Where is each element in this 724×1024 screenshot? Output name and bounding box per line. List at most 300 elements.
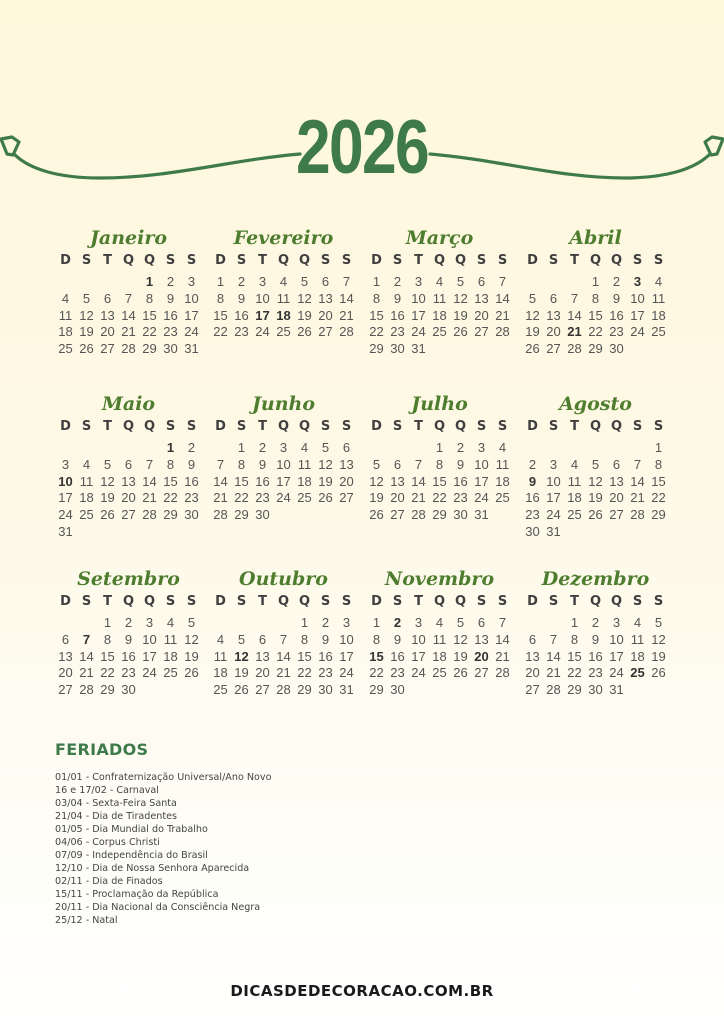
calendar-day: 9 [591, 631, 600, 647]
calendar-day: 9 [187, 456, 196, 472]
calendar-day: 12 [588, 473, 603, 489]
calendar-day: 15 [588, 307, 603, 323]
calendar-day: 17 [58, 490, 73, 506]
empty-cell [522, 274, 543, 291]
calendar-day: 24 [546, 507, 561, 523]
month-fevereiro [210, 226, 357, 341]
calendar-day: 15 [142, 307, 157, 323]
empty-cell [55, 615, 76, 632]
calendar-day: 26 [297, 324, 312, 340]
calendar-day: 29 [100, 682, 115, 698]
month-title: Julho [411, 393, 468, 415]
calendar-day: 9 [237, 290, 246, 306]
calendar-day: 6 [477, 615, 486, 630]
holiday-day: 21 [567, 324, 582, 340]
calendar-day: 31 [411, 341, 426, 357]
weekday-label: D [60, 594, 71, 609]
calendar-day: 26 [453, 665, 468, 681]
calendar-day: 26 [79, 341, 94, 357]
calendar-day: 31 [609, 682, 624, 698]
calendar-day: 6 [321, 274, 330, 289]
calendar-day: 22 [297, 665, 312, 681]
weekday-label: S [497, 253, 508, 268]
calendar-day: 10 [142, 631, 157, 647]
calendar-day: 3 [145, 615, 154, 630]
holiday-day: 20 [474, 648, 489, 664]
weekday-label: D [215, 594, 226, 609]
calendar-day: 10 [184, 290, 199, 306]
calendar-day: 19 [318, 473, 333, 489]
month-setembro [55, 567, 202, 699]
calendar-day: 27 [525, 682, 540, 698]
holiday-item: 25/12 - Natal [55, 915, 118, 926]
weekday-label: Q [433, 594, 446, 609]
calendar-day: 23 [609, 324, 624, 340]
calendar-day: 16 [121, 648, 136, 664]
calendar-day: 1 [591, 274, 600, 289]
weekday-label: S [653, 594, 664, 609]
calendar-day: 25 [58, 341, 73, 357]
weekday-label: S [186, 594, 197, 609]
calendar-day: 13 [390, 473, 405, 489]
calendar-day: 2 [321, 615, 330, 630]
empty-cell [408, 440, 429, 457]
calendar-day: 28 [495, 665, 510, 681]
calendar-day: 26 [184, 665, 199, 681]
calendar-day: 6 [528, 631, 537, 647]
calendar-day: 4 [300, 440, 309, 455]
weekday-label: Q [277, 594, 290, 609]
calendar-day: 11 [495, 456, 510, 472]
calendar-day: 10 [339, 631, 354, 647]
holiday-day: 25 [630, 665, 645, 681]
empty-cell [387, 440, 408, 457]
calendar-day: 8 [145, 290, 154, 306]
weekday-label: D [215, 419, 226, 434]
calendar-day: 17 [411, 648, 426, 664]
calendar-day: 21 [630, 490, 645, 506]
calendar-day: 14 [567, 307, 582, 323]
calendar-day: 22 [432, 490, 447, 506]
calendar-day: 28 [546, 682, 561, 698]
calendar-day: 1 [237, 440, 246, 455]
empty-cell [55, 440, 76, 457]
calendar-day: 24 [58, 507, 73, 523]
calendar-day: 1 [103, 615, 112, 630]
calendar-day: 22 [213, 324, 228, 340]
calendar-day: 29 [163, 507, 178, 523]
calendar-day: 31 [184, 341, 199, 357]
calendar-day: 4 [82, 456, 91, 472]
calendar-day: 14 [411, 473, 426, 489]
calendar-day: 22 [588, 324, 603, 340]
holiday-day: 2 [393, 615, 402, 630]
calendar-day: 16 [318, 648, 333, 664]
calendar-day: 9 [393, 290, 402, 306]
calendar-day: 28 [276, 682, 291, 698]
holiday-item: 20/11 - Dia Nacional da Consciência Negra [55, 902, 261, 913]
weekday-label: S [81, 419, 92, 434]
calendar-day: 24 [142, 665, 157, 681]
calendar-day: 10 [255, 290, 270, 306]
month-title: Fevereiro [233, 227, 334, 249]
calendar-day: 14 [339, 290, 354, 306]
month-days-grid [210, 593, 357, 699]
calendar-day: 4 [435, 274, 444, 289]
weekday-label: Q [610, 594, 623, 609]
calendar-day: 12 [369, 473, 384, 489]
calendar-day: 7 [498, 274, 507, 289]
calendar-day: 18 [630, 648, 645, 664]
empty-cell [564, 274, 585, 291]
calendar-day: 30 [163, 341, 178, 357]
calendar-day: 25 [651, 324, 666, 340]
empty-cell [564, 440, 585, 457]
calendar-day: 22 [369, 665, 384, 681]
calendar-day: 15 [100, 648, 115, 664]
calendar-day: 19 [651, 648, 666, 664]
calendar-day: 19 [453, 307, 468, 323]
weekday-label: T [414, 419, 423, 434]
calendar-day: 3 [549, 456, 558, 472]
weekday-label: Q [298, 253, 311, 268]
calendar-day: 19 [525, 324, 540, 340]
calendar-day: 3 [477, 440, 486, 455]
calendar-day: 26 [525, 341, 540, 357]
weekday-label: S [497, 594, 508, 609]
calendar-day: 15 [163, 473, 178, 489]
calendar-day: 1 [654, 440, 663, 455]
calendar-day: 31 [546, 523, 561, 539]
calendar-day: 20 [100, 324, 115, 340]
calendar-day: 10 [474, 456, 489, 472]
calendar-day: 30 [255, 507, 270, 523]
calendar-day: 8 [300, 631, 309, 647]
calendar-day: 27 [474, 324, 489, 340]
calendar-day: 21 [495, 307, 510, 323]
month-março [366, 226, 513, 358]
calendar-day: 18 [651, 307, 666, 323]
calendar-day: 24 [411, 324, 426, 340]
calendar-day: 26 [588, 507, 603, 523]
month-days-grid [210, 252, 357, 341]
calendar-day: 10 [630, 290, 645, 306]
holiday-day: 1 [145, 274, 154, 289]
weekday-label: Q [589, 419, 602, 434]
calendar-day: 28 [142, 507, 157, 523]
calendar-day: 9 [456, 456, 465, 472]
weekday-label: Q [122, 419, 135, 434]
calendar-day: 15 [297, 648, 312, 664]
month-abril [522, 226, 669, 358]
weekday-label: Q [433, 419, 446, 434]
calendar-day: 21 [79, 665, 94, 681]
calendar-day: 6 [342, 440, 351, 455]
weekday-label: T [103, 594, 112, 609]
calendar-day: 4 [570, 456, 579, 472]
empty-cell [522, 615, 543, 632]
calendar-day: 17 [609, 648, 624, 664]
calendar-day: 27 [474, 665, 489, 681]
calendar-day: 6 [477, 274, 486, 289]
calendar-day: 24 [474, 490, 489, 506]
calendar-day: 21 [276, 665, 291, 681]
calendar-day: 27 [255, 682, 270, 698]
weekday-label: T [258, 253, 267, 268]
calendar-day: 26 [369, 507, 384, 523]
calendar-day: 10 [546, 473, 561, 489]
empty-cell [139, 440, 160, 457]
month-maio [55, 392, 202, 541]
calendar-day: 8 [103, 631, 112, 647]
empty-cell [543, 274, 564, 291]
calendar-day: 3 [342, 615, 351, 630]
calendar-day: 28 [411, 507, 426, 523]
holiday-item: 15/11 - Proclamação da República [55, 889, 219, 900]
weekday-label: S [653, 253, 664, 268]
calendar-day: 9 [321, 631, 330, 647]
calendar-day: 20 [339, 473, 354, 489]
weekday-label: T [258, 594, 267, 609]
calendar-day: 16 [525, 490, 540, 506]
calendar-day: 17 [411, 307, 426, 323]
calendar-day: 29 [234, 507, 249, 523]
calendar-day: 3 [279, 440, 288, 455]
calendar-day: 24 [630, 324, 645, 340]
month-janeiro [55, 226, 202, 358]
calendar-day: 6 [258, 631, 267, 647]
empty-cell [97, 440, 118, 457]
weekday-label: S [392, 594, 403, 609]
calendar-day: 6 [393, 456, 402, 472]
empty-cell [366, 440, 387, 457]
calendar-day: 7 [342, 274, 351, 289]
calendar-day: 5 [103, 456, 112, 472]
calendar-day: 3 [414, 274, 423, 289]
calendar-day: 18 [58, 324, 73, 340]
calendar-day: 5 [654, 615, 663, 630]
month-days-grid [55, 593, 202, 699]
calendar-day: 27 [100, 341, 115, 357]
weekday-label: D [371, 419, 382, 434]
calendar-day: 7 [216, 456, 225, 472]
weekday-label: D [60, 419, 71, 434]
calendar-day: 22 [100, 665, 115, 681]
calendar-day: 23 [121, 665, 136, 681]
calendar-day: 26 [453, 324, 468, 340]
weekday-label: S [165, 253, 176, 268]
month-days-grid [55, 252, 202, 358]
calendar-day: 11 [297, 456, 312, 472]
calendar-day: 12 [525, 307, 540, 323]
calendar-day: 14 [276, 648, 291, 664]
calendar-day: 16 [609, 307, 624, 323]
calendar-day: 11 [58, 307, 73, 323]
empty-cell [273, 615, 294, 632]
calendar-day: 11 [651, 290, 666, 306]
calendar-day: 26 [318, 490, 333, 506]
month-title: Outubro [239, 568, 328, 590]
year-title: 2026 [295, 105, 429, 190]
calendar-day: 25 [276, 324, 291, 340]
calendar-day: 21 [411, 490, 426, 506]
weekday-label: S [632, 594, 643, 609]
calendar-day: 31 [58, 523, 73, 539]
month-title: Setembro [77, 568, 180, 590]
holidays-title: FERIADOS [55, 740, 149, 759]
weekday-label: Q [122, 594, 135, 609]
month-days-grid [366, 593, 513, 699]
empty-cell [543, 615, 564, 632]
empty-cell [252, 615, 273, 632]
calendar-day: 3 [612, 615, 621, 630]
calendar-day: 13 [546, 307, 561, 323]
empty-cell [76, 615, 97, 632]
calendar-day: 5 [237, 631, 246, 647]
calendar-day: 2 [237, 274, 246, 289]
weekday-label: S [476, 253, 487, 268]
weekday-label: S [341, 594, 352, 609]
calendar-day: 16 [234, 307, 249, 323]
calendar-day: 23 [588, 665, 603, 681]
calendar-day: 25 [495, 490, 510, 506]
calendar-day: 28 [79, 682, 94, 698]
weekday-label: Q [298, 594, 311, 609]
weekday-label: Q [589, 253, 602, 268]
calendar-day: 18 [79, 490, 94, 506]
weekday-label: S [548, 594, 559, 609]
calendar-day: 16 [453, 473, 468, 489]
calendar-day: 11 [567, 473, 582, 489]
calendar-day: 20 [546, 324, 561, 340]
calendar-day: 16 [390, 307, 405, 323]
calendar-day: 28 [567, 341, 582, 357]
weekday-label: Q [298, 419, 311, 434]
month-title: Março [405, 227, 474, 249]
calendar-day: 20 [318, 307, 333, 323]
calendar-day: 7 [549, 631, 558, 647]
weekday-label: Q [143, 419, 156, 434]
calendar-day: 7 [570, 290, 579, 306]
weekday-label: S [165, 594, 176, 609]
calendar-day: 4 [279, 274, 288, 289]
weekday-label: Q [610, 253, 623, 268]
month-days-grid [522, 252, 669, 358]
calendar-day: 27 [339, 490, 354, 506]
calendar-day: 29 [432, 507, 447, 523]
calendar-day: 7 [414, 456, 423, 472]
calendar-day: 8 [237, 456, 246, 472]
weekday-label: T [414, 594, 423, 609]
calendar-day: 18 [163, 648, 178, 664]
calendar-day: 4 [61, 290, 70, 306]
calendar-day: 29 [588, 341, 603, 357]
weekday-label: S [341, 253, 352, 268]
calendar-day: 8 [570, 631, 579, 647]
empty-cell [543, 440, 564, 457]
weekday-label: S [320, 419, 331, 434]
weekday-label: S [320, 253, 331, 268]
calendar-day: 13 [474, 631, 489, 647]
calendar-day: 10 [609, 631, 624, 647]
weekday-label: Q [454, 419, 467, 434]
calendar-day: 29 [297, 682, 312, 698]
calendar-day: 30 [453, 507, 468, 523]
calendar-day: 16 [255, 473, 270, 489]
calendar-day: 10 [411, 631, 426, 647]
holiday-item: 02/11 - Dia de Finados [55, 876, 163, 887]
calendar-day: 18 [432, 648, 447, 664]
weekday-label: S [548, 253, 559, 268]
weekday-label: T [570, 253, 579, 268]
calendar-day: 9 [612, 290, 621, 306]
weekday-label: S [341, 419, 352, 434]
calendar-day: 10 [411, 290, 426, 306]
calendar-day: 20 [255, 665, 270, 681]
calendar-day: 24 [411, 665, 426, 681]
month-julho [366, 392, 513, 524]
calendar-day: 21 [546, 665, 561, 681]
weekday-label: S [236, 419, 247, 434]
month-days-grid [366, 418, 513, 524]
calendar-day: 13 [58, 648, 73, 664]
empty-cell [118, 274, 139, 291]
month-agosto [522, 392, 669, 541]
calendar-day: 23 [390, 324, 405, 340]
calendar-day: 18 [213, 665, 228, 681]
weekday-label: Q [122, 253, 135, 268]
calendar-day: 9 [166, 290, 175, 306]
calendar-day: 25 [567, 507, 582, 523]
calendar-day: 8 [166, 456, 175, 472]
weekday-label: Q [277, 253, 290, 268]
calendar-day: 15 [369, 307, 384, 323]
calendar-day: 8 [654, 456, 663, 472]
empty-cell [97, 274, 118, 291]
calendar-day: 25 [432, 665, 447, 681]
calendar-day: 28 [495, 324, 510, 340]
weekday-label: D [527, 253, 538, 268]
month-days-grid [55, 418, 202, 541]
calendar-day: 23 [184, 490, 199, 506]
weekday-label: S [165, 419, 176, 434]
calendar-day: 15 [432, 473, 447, 489]
calendar-day: 22 [651, 490, 666, 506]
calendar-day: 5 [456, 615, 465, 630]
calendar-day: 27 [121, 507, 136, 523]
calendar-day: 5 [82, 290, 91, 306]
calendar-day: 9 [258, 456, 267, 472]
holiday-day: 7 [82, 631, 91, 647]
calendar-day: 29 [567, 682, 582, 698]
weekday-label: Q [610, 419, 623, 434]
weekday-label: D [215, 253, 226, 268]
calendar-day: 17 [630, 307, 645, 323]
calendar-day: 11 [630, 631, 645, 647]
holiday-day: 3 [633, 274, 642, 289]
calendar-day: 30 [184, 507, 199, 523]
calendar-day: 20 [58, 665, 73, 681]
calendar-day: 21 [142, 490, 157, 506]
calendar-day: 1 [372, 274, 381, 289]
holiday-item: 16 e 17/02 - Carnaval [55, 785, 159, 796]
month-title: Maio [101, 393, 156, 415]
calendar-day: 14 [495, 631, 510, 647]
calendar-day: 24 [184, 324, 199, 340]
calendar-day: 10 [276, 456, 291, 472]
month-days-grid [210, 418, 357, 524]
calendar-day: 28 [339, 324, 354, 340]
